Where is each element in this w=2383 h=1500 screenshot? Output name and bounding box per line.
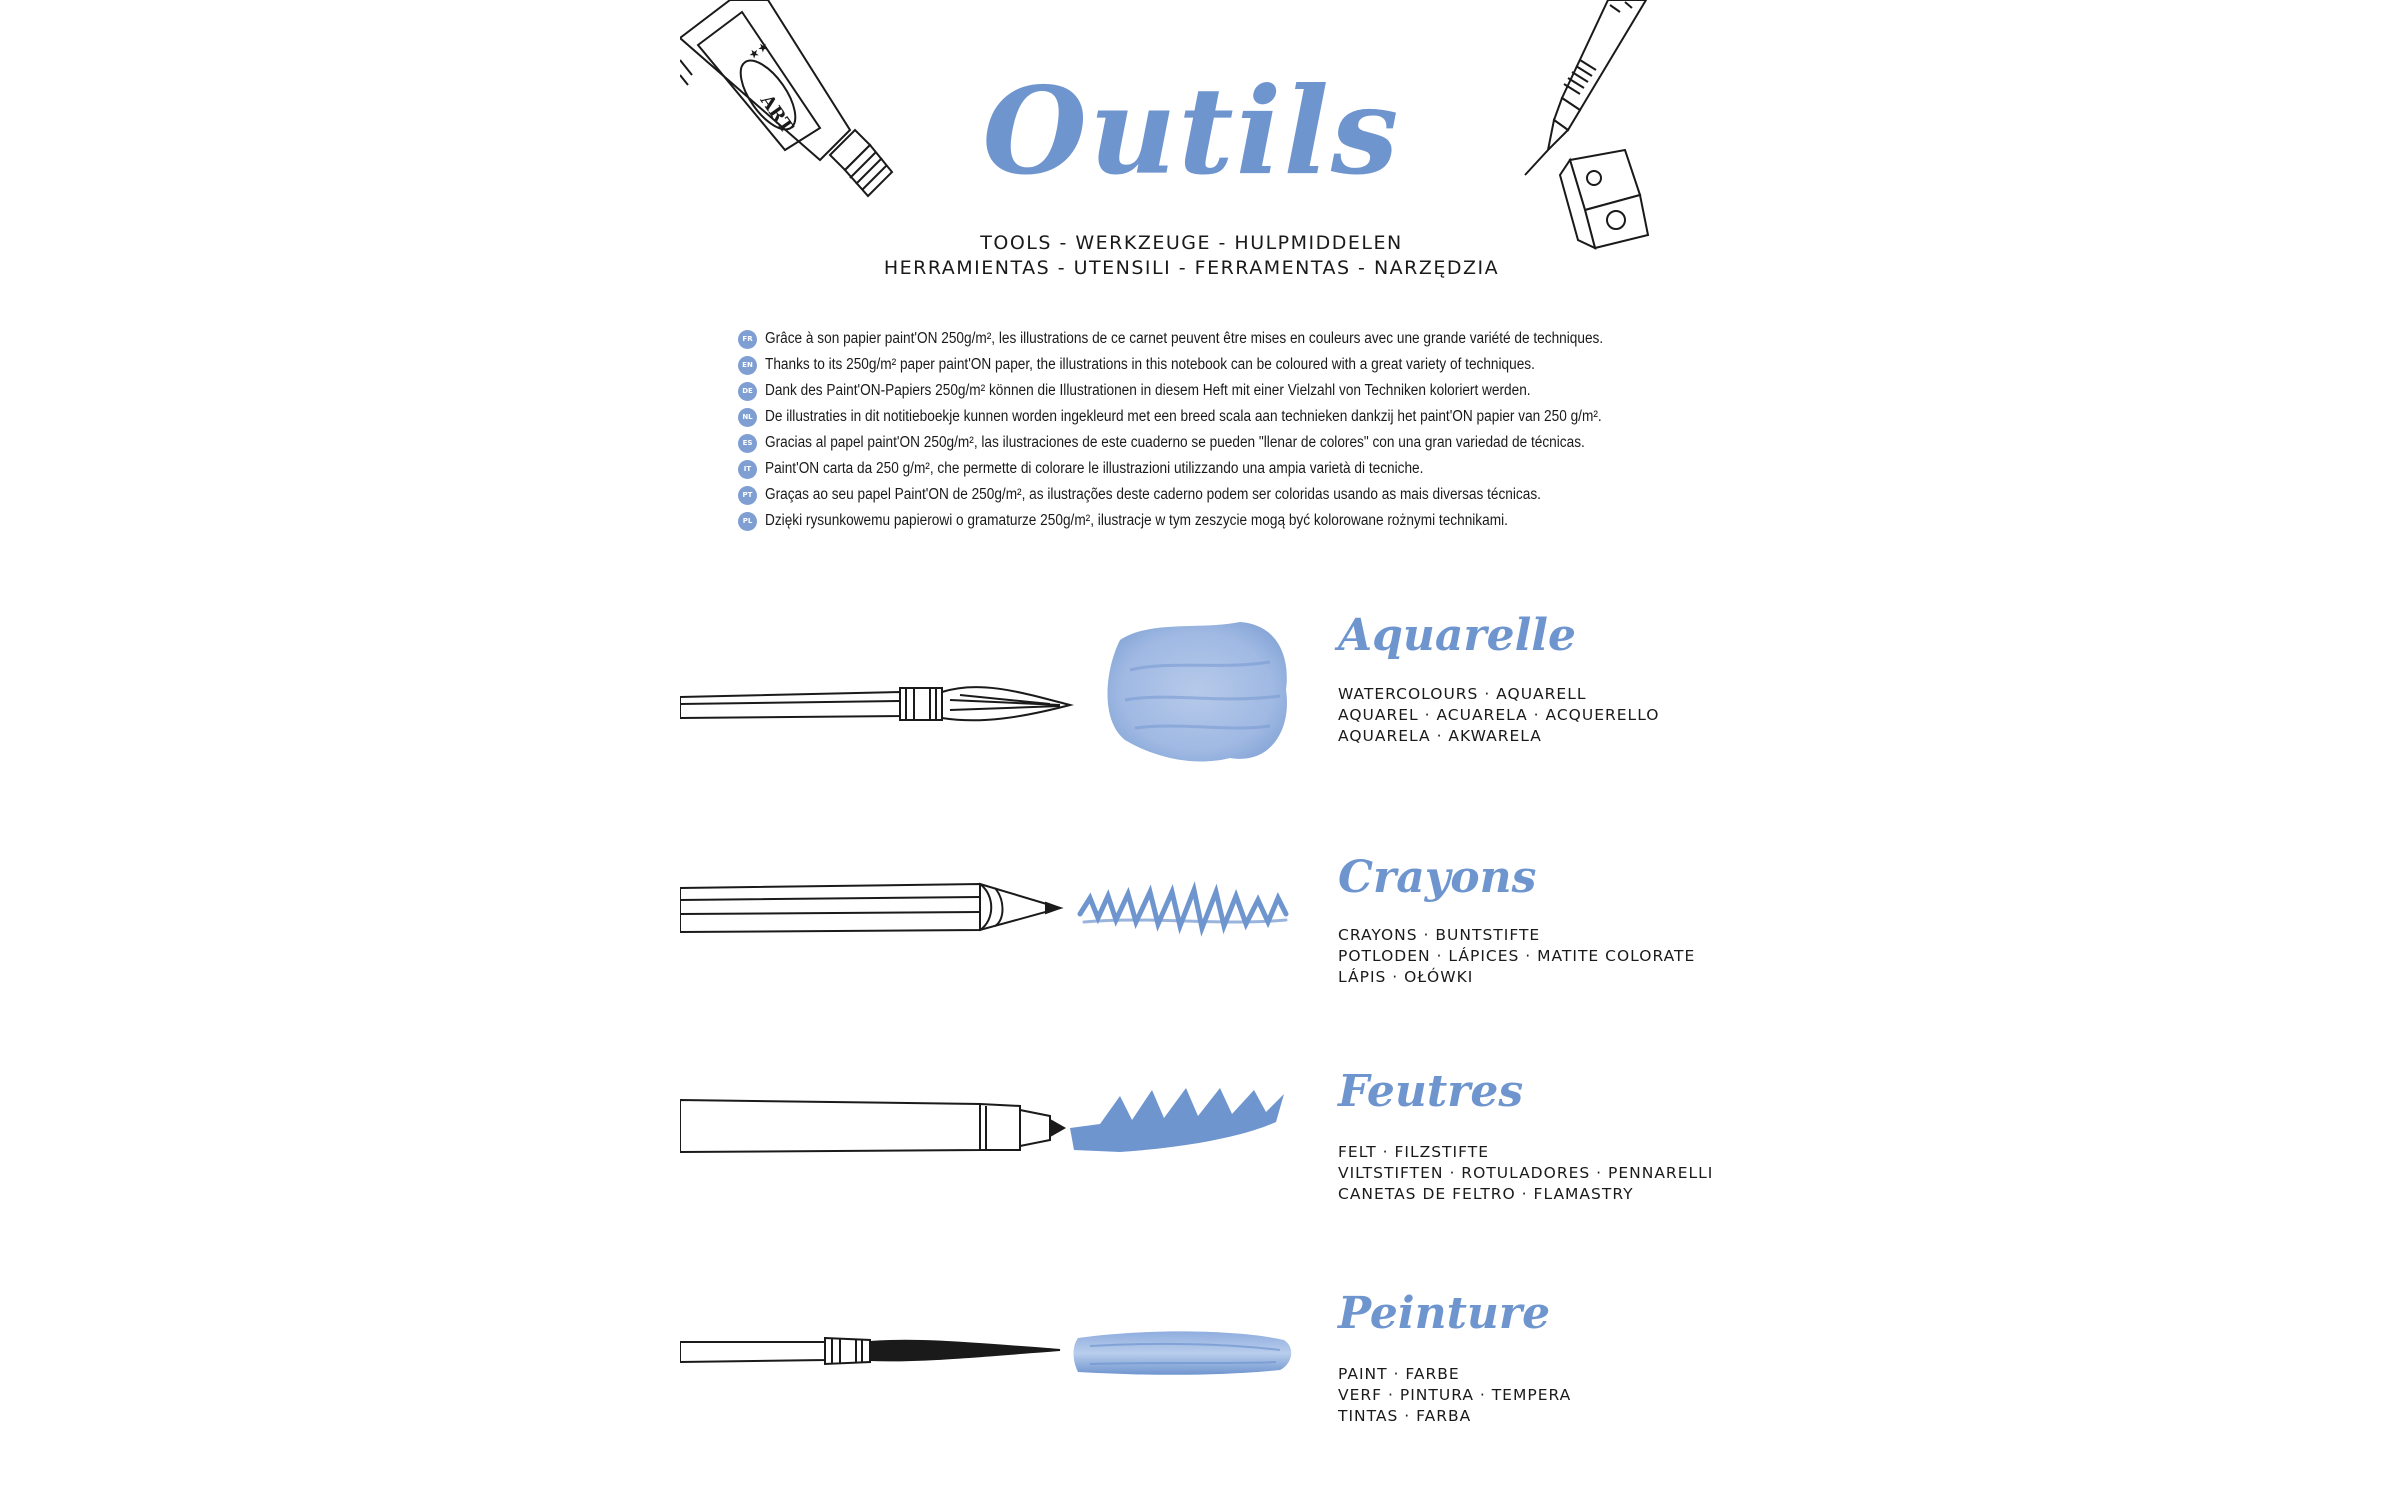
tool-names-list: [1338, 925, 1695, 988]
intro-row-pt: [738, 482, 1698, 508]
intro-text: Dzięki rysunkowemu papierowi o gramaturze 250g/m², ilustracje w tym zeszycie mogą być kolorowane rożnymi technikami.: [765, 512, 1508, 529]
tube-label: ART: [755, 90, 798, 138]
tool-name: Feutres: [1338, 1066, 1524, 1117]
intro-text: Graças ao seu papel Paint'ON de 250g/m², as ilustrações deste caderno podem ser coloridas usando as mais diversas técnicas.: [765, 486, 1541, 503]
tube-stars: ★★: [745, 38, 772, 63]
tool-line: PAINT · FARBE: [1338, 1365, 1460, 1383]
intro-text: Gracias al papel paint'ON 250g/m², las ilustraciones de este cuaderno se pueden "llenar de colores" con una gran variedad de técnicas.: [765, 434, 1585, 451]
tool-names-list: [1338, 684, 1659, 747]
intro-text: Grâce à son papier paint'ON 250g/m², les illustrations de ce carnet peuvent être mises en couleurs avec une grande variété de techniques.: [765, 330, 1604, 347]
intro-row-es: [738, 430, 1698, 456]
intro-row-en: [738, 352, 1698, 378]
tool-paint: [680, 1280, 1680, 1430]
intro-text: Thanks to its 250g/m² paper paint'ON paper, the illustrations in this notebook can be coloured with a great variety of techniques.: [765, 356, 1535, 373]
watercolour-brush-icon: [680, 600, 1320, 770]
tool-name: Peinture: [1338, 1288, 1551, 1339]
tool-coloured-pencils: [680, 840, 1696, 990]
felt-pen-icon: [680, 1060, 1320, 1180]
tool-line: AQUARELA · AKWARELA: [1338, 727, 1542, 745]
tool-line: AQUAREL · ACUARELA · ACQUERELLO: [1338, 706, 1660, 724]
intro-list: [738, 326, 1698, 534]
subtitle-line-1: TOOLS - WERKZEUGE - HULPMIDDELEN: [980, 232, 1403, 254]
intro-text: Dank des Paint'ON-Papiers 250g/m² können die Illustrationen in diesem Heft mit einer Vielzahl von Techniken koloriert werden.: [765, 382, 1531, 399]
tool-line: CRAYONS · BUNTSTIFTE: [1338, 926, 1541, 944]
tool-line: LÁPIS · OŁÓWKI: [1338, 968, 1474, 986]
tool-line: CANETAS DE FELTRO · FLAMASTRY: [1338, 1185, 1634, 1203]
intro-row-nl: [738, 404, 1698, 430]
tool-line: FELT · FILZSTIFTE: [1338, 1143, 1489, 1161]
tool-names-list: [1338, 1142, 1713, 1205]
pencil-icon: [680, 840, 1320, 970]
tool-line: VILTSTIFTEN · ROTULADORES · PENNARELLI: [1338, 1164, 1714, 1182]
tool-line: WATERCOLOURS · AQUARELL: [1338, 685, 1587, 703]
lang-badge: ES: [738, 434, 757, 453]
page-title: Outils: [982, 61, 1401, 202]
lang-badge: DE: [738, 382, 757, 401]
tool-felt-pens: [680, 1060, 1714, 1210]
intro-row-fr: [738, 326, 1698, 352]
tool-watercolour: [680, 600, 1680, 750]
intro-row-pl: [738, 508, 1698, 534]
lang-badge: FR: [738, 330, 757, 349]
lang-badge: IT: [738, 460, 757, 479]
tool-name: Aquarelle: [1338, 610, 1577, 661]
intro-row-de: [738, 378, 1698, 404]
tool-line: POTLODEN · LÁPICES · MATITE COLORATE: [1338, 947, 1696, 965]
tool-line: VERF · PINTURA · TEMPERA: [1338, 1386, 1572, 1404]
intro-row-it: [738, 456, 1698, 482]
lang-badge: PL: [738, 512, 757, 531]
lang-badge: NL: [738, 408, 757, 427]
intro-text: Paint'ON carta da 250 g/m², che permette di colorare le illustrazioni utilizzando una ampia varietà di tecniche.: [765, 460, 1424, 477]
subtitle-line-2: HERRAMIENTAS - UTENSILI - FERRAMENTAS - NARZĘDZIA: [883, 257, 1500, 279]
paint-brush-icon: [680, 1280, 1320, 1400]
intro-text: De illustraties in dit notitieboekje kunnen worden ingekleurd met een breed scala aan technieken dankzij het paint'ON papier van 250 g/m².: [765, 408, 1602, 425]
tool-names-list: [1338, 1364, 1571, 1427]
tool-name: Crayons: [1338, 852, 1537, 903]
tool-line: TINTAS · FARBA: [1338, 1407, 1472, 1425]
lang-badge: PT: [738, 486, 757, 505]
lang-badge: EN: [738, 356, 757, 375]
